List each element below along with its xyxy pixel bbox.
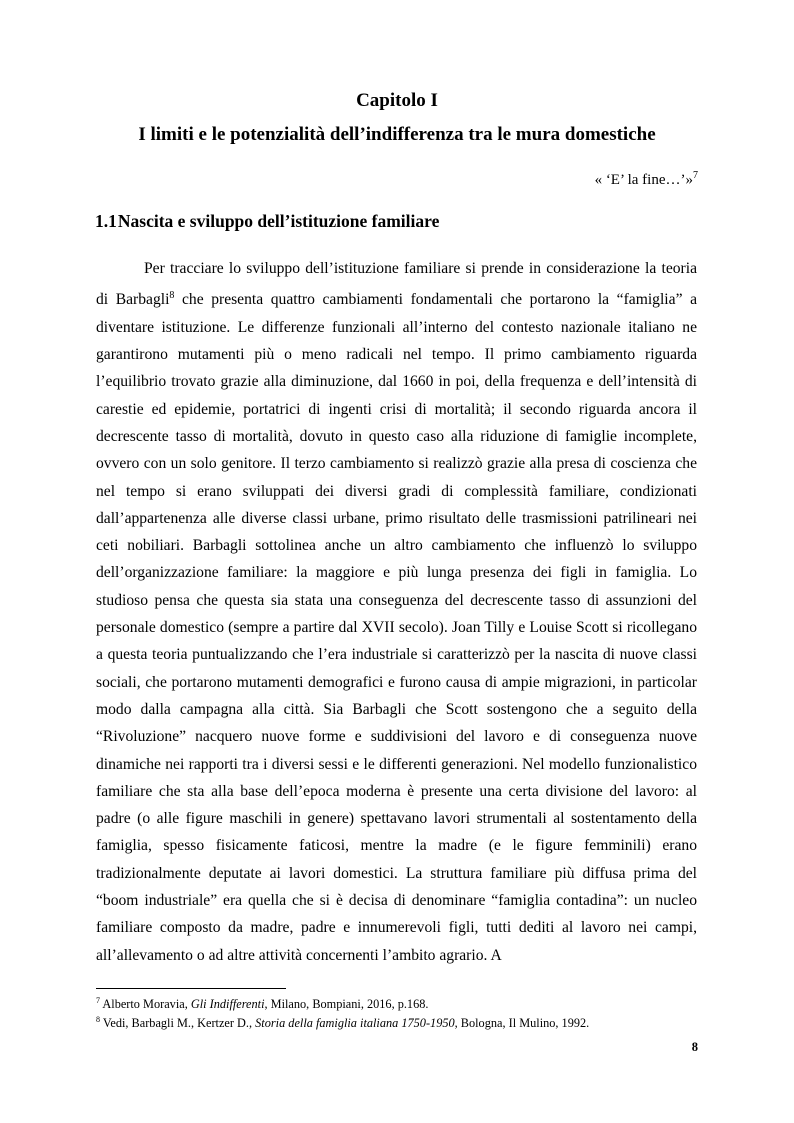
chapter-label: Capitolo I <box>356 90 438 111</box>
footnote-text: Alberto Moravia, <box>100 997 191 1012</box>
footnote-separator <box>96 988 286 989</box>
section-heading <box>95 211 439 232</box>
footnote-ref-7[interactable]: 7 <box>693 170 698 181</box>
footnotes <box>96 993 697 1031</box>
footnote-ref-8[interactable]: 8 <box>169 290 175 302</box>
footnote-text: Vedi, Barbagli M., Kertzer D., <box>100 1016 256 1031</box>
epigraph-text: « ‘E’ la fine…’» <box>594 172 693 188</box>
footnote-8 <box>96 1012 697 1031</box>
footnote-title: Storia della famiglia italiana 1750-1950 <box>255 1016 455 1031</box>
footnote-title: Gli Indifferenti <box>190 997 265 1012</box>
section-title: Nascita e sviluppo dell’istituzione familiare <box>117 211 440 231</box>
epigraph <box>595 170 698 189</box>
footnote-number: 7 <box>96 996 100 1005</box>
footnote-7 <box>96 993 697 1012</box>
footnote-text: , Bologna, Il Mulino, 1992. <box>454 1016 590 1031</box>
page-number: 8 <box>691 1040 698 1054</box>
chapter-title: I limiti e le potenzialità dell’indifferenza tra le mura domestiche <box>138 124 656 145</box>
body-paragraph <box>96 255 697 969</box>
section-number: 1.1 <box>95 211 117 231</box>
body-text-part2: che presenta quattro cambiamenti fondamentali che portarono la “famiglia” a diventare istituzione. Le differenze funzionali all’interno del contesto nazionale italiano ne garantirono mutamenti più o meno radicali nel tempo. Il primo cambiamento riguarda l’equilibrio trovato grazie alla diminuzione, dal 1660 in poi, della frequenza e dell’intensità di carestie ed epidemie, portatrici di ingenti crisi di mortalità; il secondo riguarda ancora il decrescente tasso di mortalità, dovuto in questo caso alla riduzione di famiglie incomplete, ovvero con un solo genitore. Il terzo cambiamento si realizzò grazie alla presa di coscienza che nel tempo si erano sviluppati dei diversi gradi di complessità familiare, condizionati dall’appartenenza alle diverse classi urbane, primo risultato delle trasmissioni patrilineari nei ceti nobiliari. Barbagli sottolinea anche un altro cambiamento che influenzò lo sviluppo dell’organizzazione familiare: la maggiore e più lunga presenza dei figli in famiglia. Lo studioso pensa che questa sia stata una conseguenza del decrescente tasso di assunzioni del personale domestico (sempre a partire dal XVII secolo). Joan Tilly e Louise Scott si ricollegano a questa teoria puntualizzando che l’era industriale si caratterizzò per la nascita di nuove classi sociali, che portarono mutamenti demografici e furono causa di ampie migrazioni, in particolar modo dalla campagna alla città. Sia Barbagli che Scott sostengono che a seguito della “Rivoluzione” nacquero nuove forme e suddivisioni del lavoro e di conseguenza nuove dinamiche nei rapporti tra i diversi sessi e le differenti generazioni. Nel modello funzionalistico familiare che sta alla base dell’epoca moderna è presente una certa divisione del lavoro: al padre (o alle figure maschili in genere) spettavano lavori strumentali al sostentamento della famiglia, spesso fisicamente faticosi, mentre la madre (e le figure femminili) erano tradizionalmente deputate ai lavori domestici. La struttura familiare più diffusa prima del “boom industriale” era quella che si è decisa di denominare “famiglia contadina”: un nucleo familiare composto da madre, padre e innumerevoli figli, tutti dediti al lavoro nei campi, all’allevamento o ad altre attività concernenti l’ambito agrario. A <box>96 291 697 964</box>
footnote-text: , Milano, Bompiani, 2016, p.168. <box>264 997 429 1012</box>
body-text-part1: Per tracciare lo sviluppo dell’istituzione familiare si prende in considerazione la teoria di Barbagli <box>96 260 697 309</box>
footnote-number: 8 <box>96 1015 100 1025</box>
